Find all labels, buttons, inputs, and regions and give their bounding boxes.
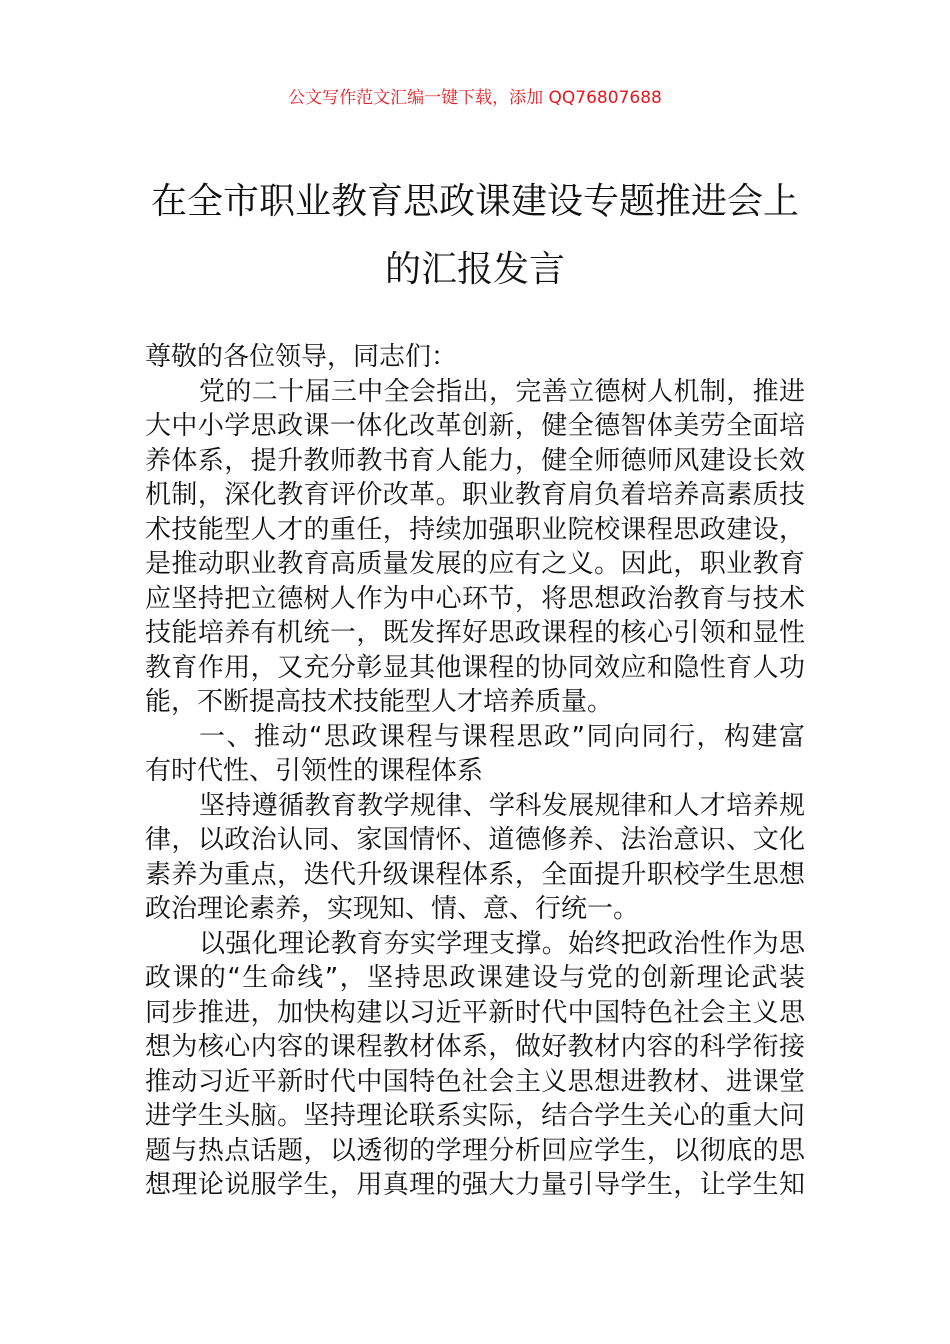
body-text-line: 教育作用，又充分彰显其他课程的协同效应和隐性育人功: [145, 652, 805, 683]
document-body: [145, 340, 805, 1203]
body-text-line: 坚持遵循教育教学规律、学科发展规律和人才培养规: [199, 790, 805, 821]
body-text-line: 大中小学思政课一体化改革创新，健全德智体美劳全面培: [145, 411, 805, 441]
body-text-line: 技能培养有机统一，既发挥好思政课程的核心引领和显性: [145, 618, 805, 648]
body-text-line: 想理论说服学生，用真理的强大力量引导学生，让学生知: [145, 1170, 805, 1200]
document-title-line-2: 的汇报发言: [384, 249, 565, 290]
body-text-line: 尊敬的各位领导，同志们：: [145, 342, 458, 372]
body-text-line: 是推动职业教育高质量发展的应有之义。因此，职业教育: [145, 549, 805, 579]
body-text-line: 有时代性、引领性的课程体系: [145, 756, 484, 786]
body-text-line: 一、推动“思政课程与课程思政”同向同行，构建富: [199, 721, 805, 752]
body-text-line: 政治理论素养，实现知、情、意、行统一。: [145, 894, 640, 924]
body-text-line: 机制，深化教育评价改革。职业教育肩负着培养高素质技: [145, 480, 805, 510]
body-text-line: 同步推进，加快构建以习近平新时代中国特色社会主义思: [145, 997, 805, 1028]
download-banner: 公文写作范文汇编一键下载，添加 QQ76807688: [288, 88, 662, 108]
body-text-line: 养体系，提升教师教书育人能力，健全师德师风建设长效: [145, 445, 805, 476]
body-text-line: 想为核心内容的课程教材体系，做好教材内容的科学衔接: [145, 1032, 805, 1062]
body-text-line: 题与热点话题，以透彻的学理分析回应学生，以彻底的思: [145, 1135, 805, 1166]
body-text-line: 党的二十届三中全会指出，完善立德树人机制，推进: [199, 376, 805, 407]
body-text-line: 素养为重点，迭代升级课程体系，全面提升职校学生思想: [145, 859, 805, 890]
body-text-line: 术技能型人才的重任，持续加强职业院校课程思政建设，: [145, 514, 805, 545]
body-text-line: 律，以政治认同、家国情怀、道德修养、法治意识、文化: [145, 825, 805, 855]
document-title-line-1: 在全市职业教育思政课建设专题推进会上: [150, 181, 799, 222]
body-text-line: 能，不断提高技术技能型人才培养质量。: [145, 687, 614, 717]
body-text-line: 政课的“生命线”，坚持思政课建设与党的创新理论武装: [145, 963, 805, 993]
body-text-line: 应坚持把立德树人作为中心环节，将思想政治教育与技术: [145, 583, 805, 614]
body-text-line: 推动习近平新时代中国特色社会主义思想进教材、进课堂: [145, 1066, 805, 1097]
body-text-line: 以强化理论教育夯实学理支撑。始终把政治性作为思: [199, 928, 805, 959]
body-text-line: 进学生头脑。坚持理论联系实际，结合学生关心的重大问: [145, 1101, 805, 1131]
